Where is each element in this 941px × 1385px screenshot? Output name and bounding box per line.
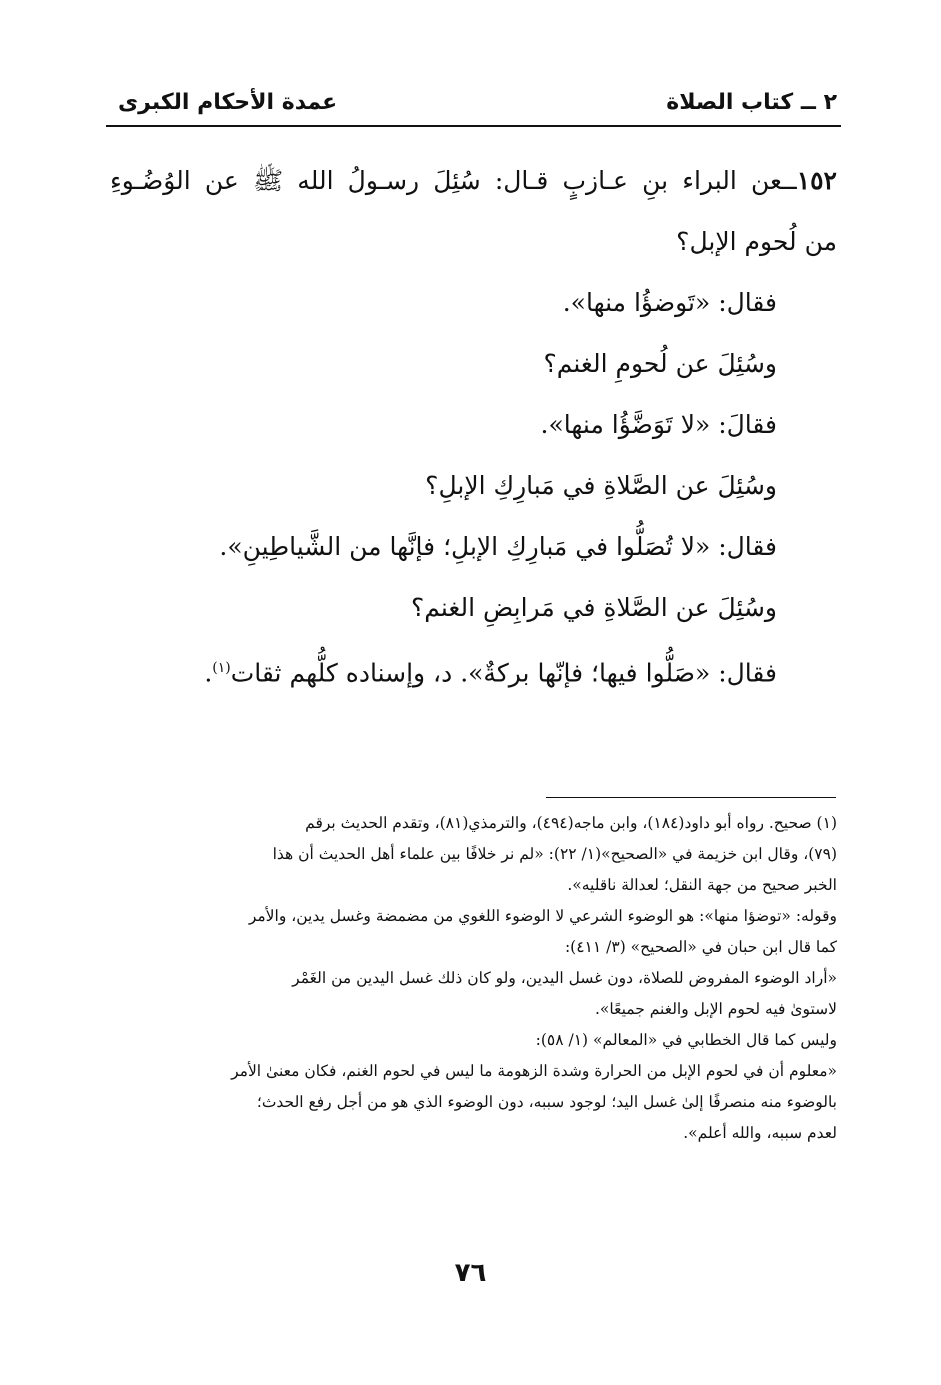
hadith-line: وسُئِلَ عن الصَّلاةِ في مَبارِكِ الإبلِ؟ [425,471,777,500]
footnote-line: «أراد الوضوء المفروض للصلاة، دون غسل اليدين، ولو كان ذلك غسل اليدين من الغَمْر [292,969,837,987]
footnote-line: بالوضوء منه منصرفًا إلىٰ غسل اليد؛ لوجود سببه، دون الوضوء الذي هو من أجل رفع الحدث؛ [256,1093,837,1111]
footnote-line: لاستوىٰ فيه لحوم الإبل والغنم جميعًا». [594,1000,837,1018]
footnote-line: الخبر صحيح من جهة النقل؛ لعدالة ناقليه». [567,876,837,894]
header-divider [106,125,841,127]
hadith-line: وسُئِلَ عن لُحومِ الغنم؟ [543,349,777,378]
footnote-marker: (١) [212,660,231,676]
hadith-text [110,150,837,699]
footnote-line: (٧٩)، وقال ابن خزيمة في «الصحيح»(١/ ٢٢): «لم نر خلافًا بين علماء أهل الحديث أن هذا [272,845,837,863]
hadith-line: من لُحوم الإبل؟ [676,227,837,256]
hadith-line: فقالَ: «لا تَوَضَّؤُا منها». [540,410,777,439]
footnote-line: (١) صحيح. رواه أبو داود(١٨٤)، وابن ماجه(٤٩٤)، والترمذي(٨١)، وتقدم الحديث برقم [305,814,837,832]
hadith-line: فقال: «لا تُصَلُّوا في مَبارِكِ الإبلِ؛ فإنَّها من الشَّياطِينِ». [219,532,777,561]
hadith-line: ١٥٢ــعن البراء بنِ عـازبٍ قـال: سُئِلَ رسـولُ الله ﷺ عن الوُضُـوءِ [110,166,837,195]
footnote-line: كما قال ابن حبان في «الصحيح» (٣/ ٤١١): [564,938,837,956]
hadith-line: فقال: «تَوضؤُا منها». [562,288,777,317]
footnotes [110,808,837,1149]
footnote-line: «معلوم أن في لحوم الإبل من الحرارة وشدة الزهومة ما ليس في لحوم الغنم، فكان معنىٰ الأمر [231,1062,837,1080]
hadith-number: ١٥٢ [796,166,837,195]
chapter-header: ٢ ــ كتاب الصلاة [666,90,837,115]
footnote-line: وليس كما قال الخطابي في «المعالم» (١/ ٥٨): [535,1031,837,1049]
hadith-line: وسُئِلَ عن الصَّلاةِ في مَرابِضِ الغنم؟ [410,593,777,622]
footnote-line: لعدم سببه، والله أعلم». [683,1124,837,1142]
book-title-header: عمدة الأحكام الكبرى [118,90,338,115]
page-number: ٧٦ [454,1258,487,1288]
hadith-line: فقال: «صَلُّوا فيها؛ فإنّها بركةٌ». د، وإسناده كلُّهم ثقات$^{(١)}$. [204,658,777,688]
footnote-divider [546,797,836,798]
footnote-line: وقوله: «توضؤا منها»: هو الوضوء الشرعي لا الوضوء اللغوي من مضمضة وغسل يدين، والأمر [248,907,837,925]
